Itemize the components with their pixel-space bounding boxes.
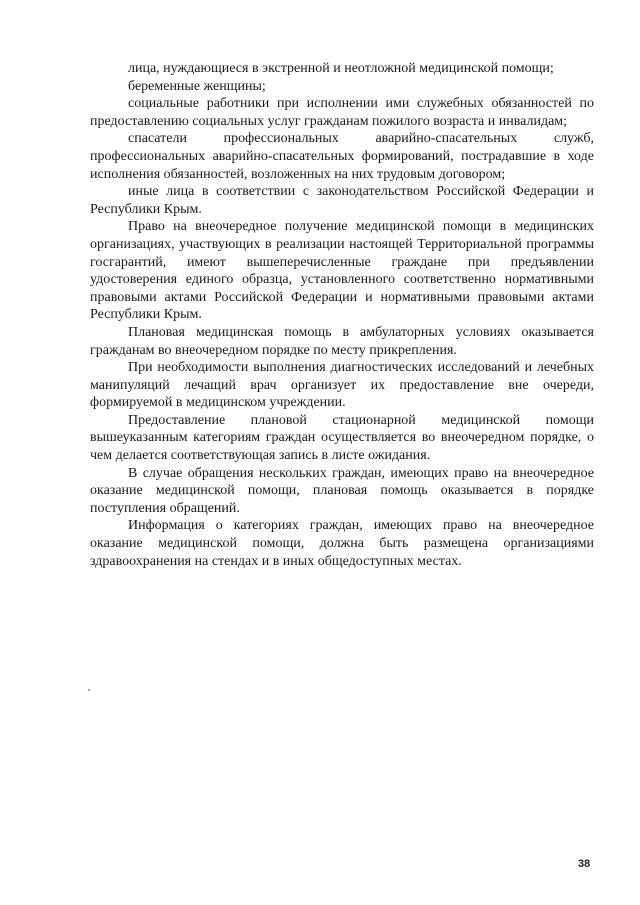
paragraph-diagnostics: При необходимости выполнения диагностических исследований и лечебных манипуляций лечащий врач организует их предоставление вне очереди, формируемой в медицинском учреждении. <box>90 360 594 411</box>
paragraph-inpatient-care: Предоставление плановой стационарной медицинской помощи вышеуказанным категориям граждан осуществляется во внеочередном порядке, о чем делается соответствующая запись в листе ожидания. <box>90 412 594 464</box>
paragraph-pregnant-women: беременные женщины; <box>128 78 266 94</box>
paragraph-information-posting: Информация о категориях граждан, имеющих право на внеочередное оказание медицинской помощи, должна быть размещена организациями здравоохранения на стендах и в иных общедоступных местах. <box>90 518 594 569</box>
document-body <box>90 60 594 570</box>
paragraph-multiple-requests: В случае обращения нескольких граждан, имеющих право на внеочередное оказание медицинской помощи, плановая помощь оказывается в порядке поступления обращений. <box>90 465 594 516</box>
paragraph-other-persons: иные лица в соответствии с законодательством Российской Федерации и Республики Крым. <box>90 184 594 217</box>
paragraph-emergency-patients: лица, нуждающиеся в экстренной и неотложной медицинской помощи; <box>128 61 554 76</box>
paragraph-right-to-priority-care: Право на внеочередное получение медицинской помощи в медицинских организациях, участвующих в реализации настоящей Территориальной программы госгарантий, имеют вышеперечисленные граждане при предъявлении удостоверения единого образца, установленного соответственно нормативными правовыми актами Российской Федерации и нормативными правовыми актами Республики Крым. <box>90 219 594 323</box>
page-number: 38 <box>578 858 591 870</box>
scan-speck <box>88 689 90 691</box>
paragraph-rescuers: спасатели профессиональных аварийно-спасательных служб, профессиональных аварийно-спасательных формирований, пострадавшие в ходе исполнения обязанностей, возложенных на них трудовым договором; <box>90 131 594 182</box>
paragraph-social-workers: социальные работники при исполнении ими служебных обязанностей по предоставлению социальных услуг гражданам пожилого возраста и инвалидам; <box>90 96 594 129</box>
paragraph-outpatient-care: Плановая медицинская помощь в амбулаторных условиях оказывается гражданам во внеочередном порядке по месту прикрепления. <box>90 324 594 358</box>
